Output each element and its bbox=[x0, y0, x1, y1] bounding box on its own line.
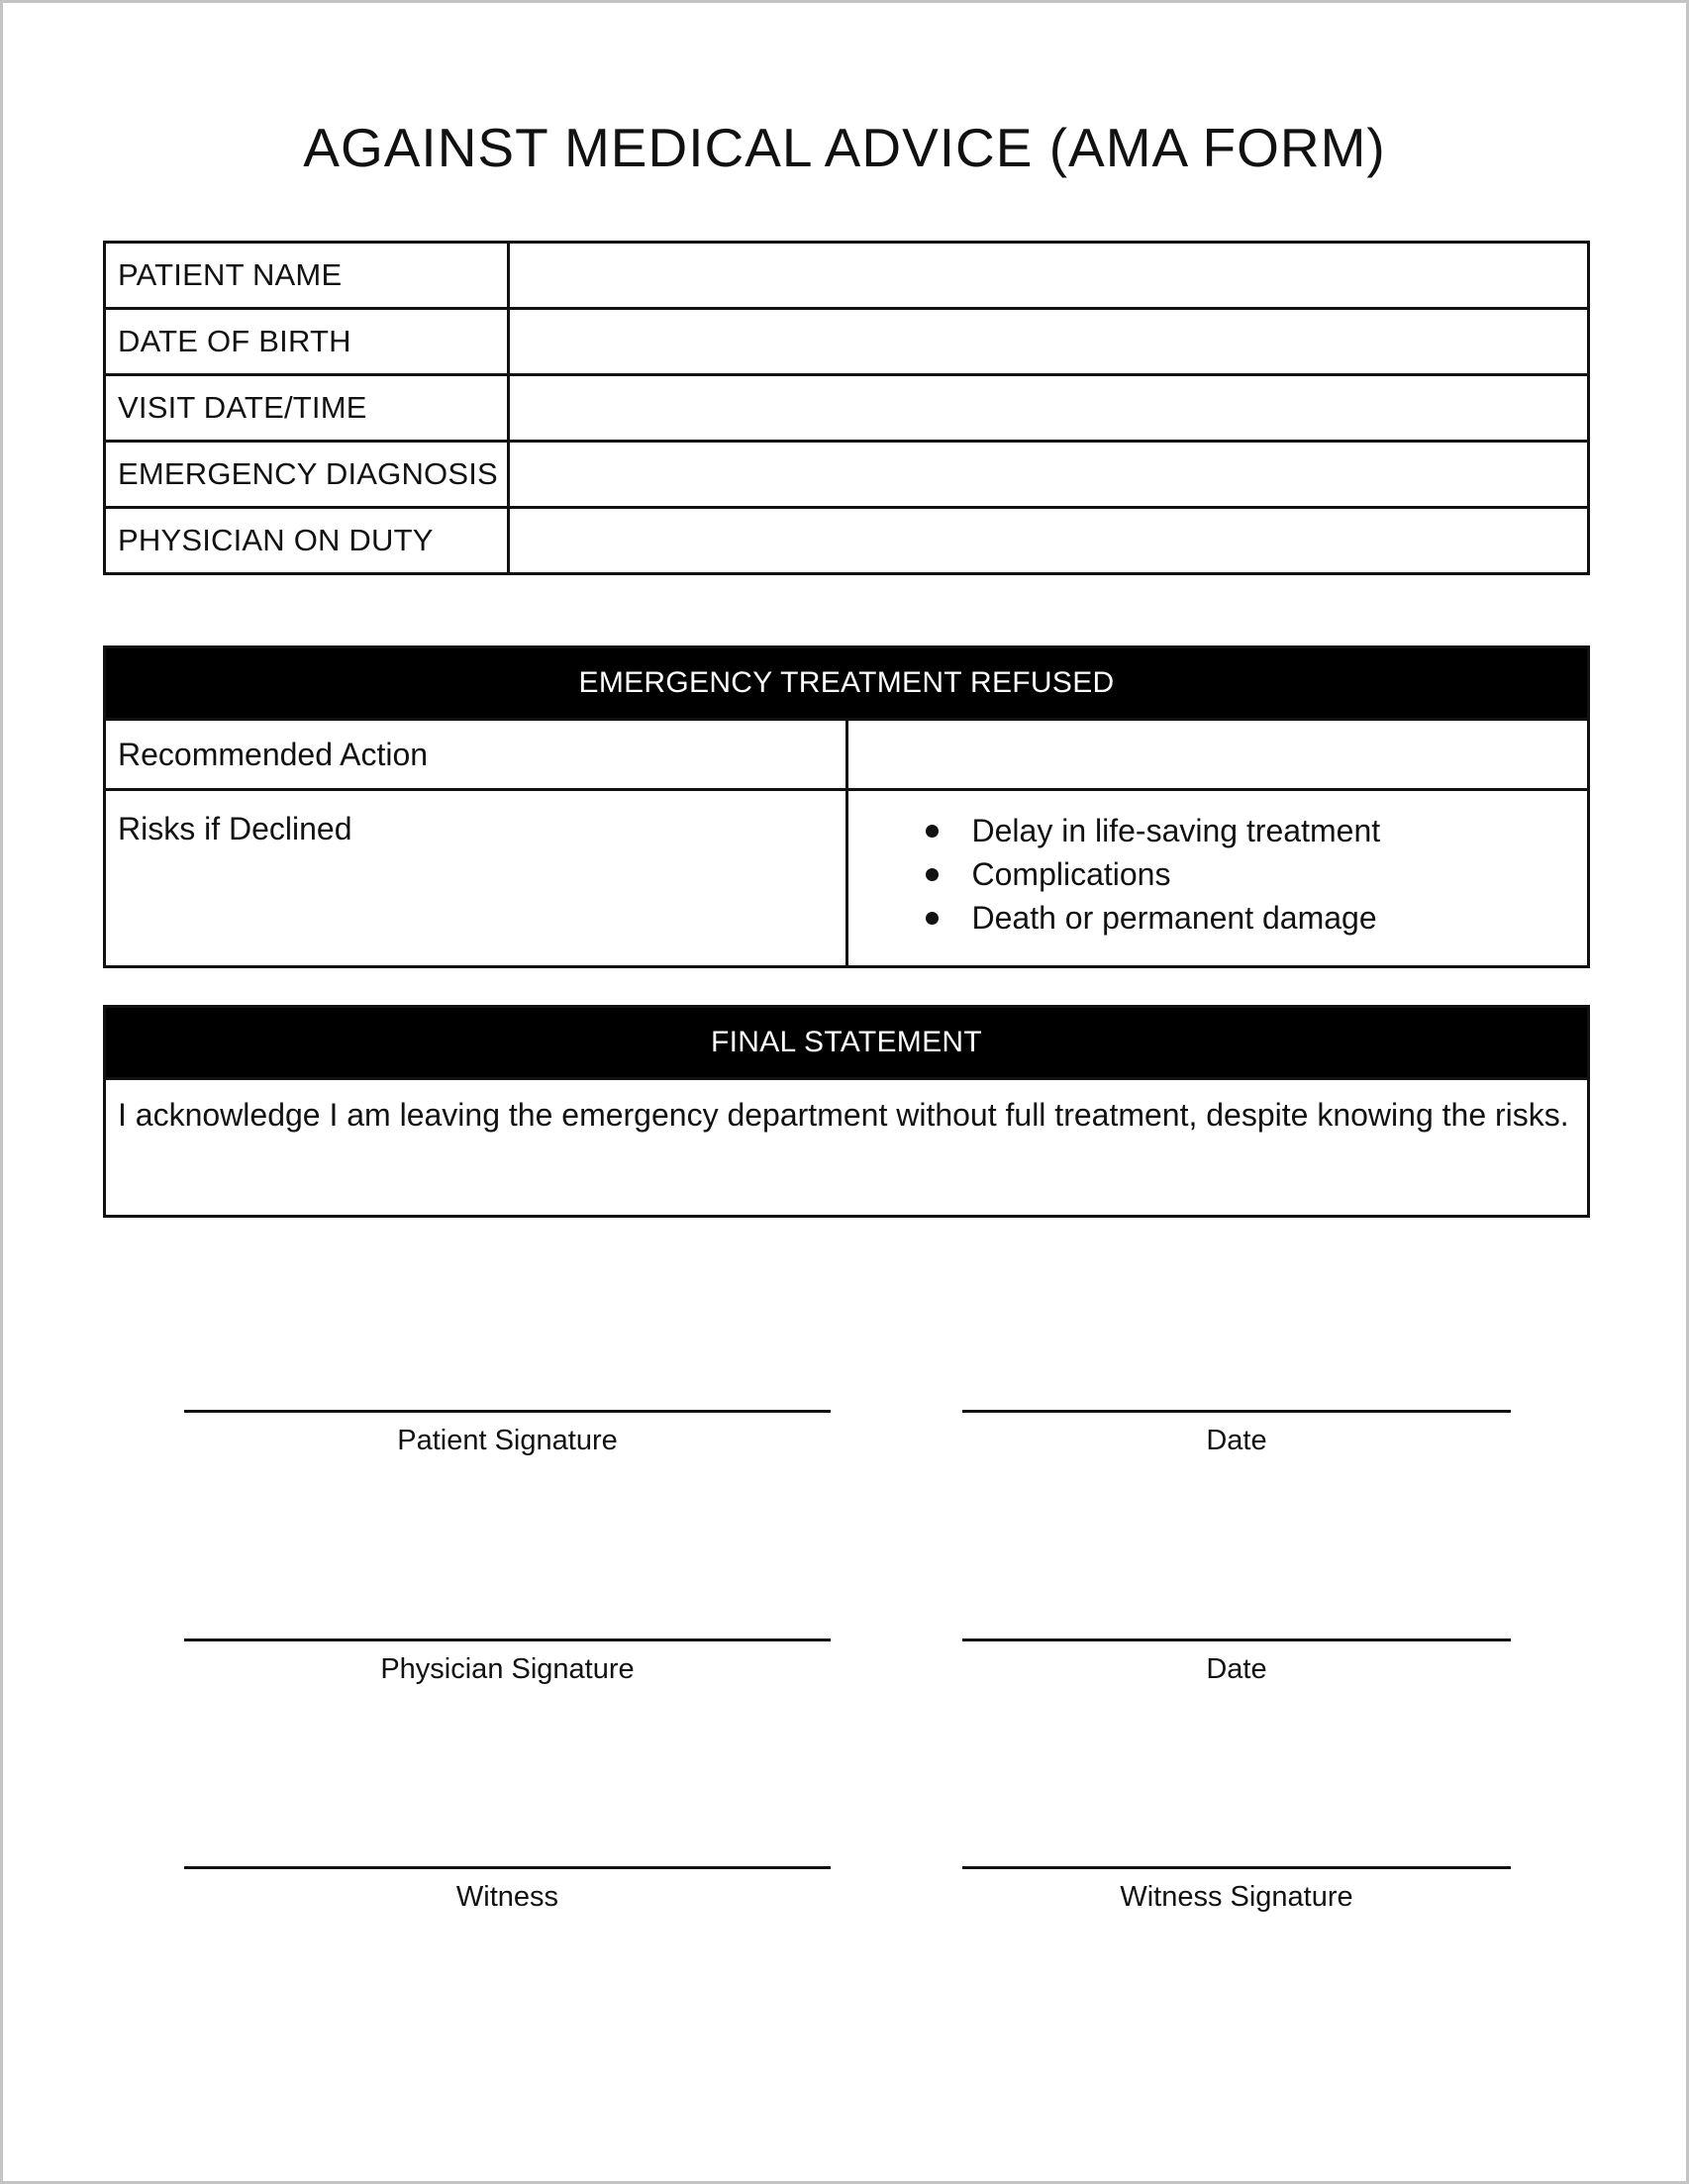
recommended-action-cell bbox=[846, 720, 1589, 790]
date-of-birth-label: DATE OF BIRTH bbox=[105, 309, 509, 375]
visit-datetime-input[interactable] bbox=[510, 376, 1587, 440]
risk-text: Death or permanent damage bbox=[971, 900, 1377, 936]
witness-signature-label: Witness Signature bbox=[1120, 1881, 1353, 1913]
patient-signature-line[interactable] bbox=[184, 1410, 831, 1458]
risks-label: Risks if Declined bbox=[105, 790, 847, 967]
physician-on-duty-label: PHYSICIAN ON DUTY bbox=[105, 508, 509, 574]
physician-signature-line[interactable] bbox=[184, 1638, 831, 1687]
risks-cell bbox=[846, 790, 1589, 967]
patient-info-table bbox=[103, 241, 1590, 575]
risk-text: Complications bbox=[971, 856, 1171, 892]
risk-item bbox=[860, 809, 1588, 852]
recommended-action-row bbox=[105, 720, 1589, 790]
recommended-action-label: Recommended Action bbox=[105, 720, 847, 790]
visit-datetime-row bbox=[105, 375, 1589, 442]
risks-row bbox=[105, 790, 1589, 967]
date-of-birth-cell bbox=[509, 309, 1589, 375]
final-statement-table bbox=[103, 1005, 1590, 1218]
bullet-icon bbox=[926, 825, 939, 838]
date-of-birth-row bbox=[105, 309, 1589, 375]
emergency-diagnosis-row bbox=[105, 442, 1589, 508]
recommended-action-input[interactable] bbox=[848, 721, 1588, 788]
physician-signature-label: Physician Signature bbox=[380, 1653, 635, 1685]
patient-signature-label: Patient Signature bbox=[397, 1425, 618, 1456]
final-statement-row bbox=[105, 1079, 1589, 1217]
witness-label: Witness bbox=[455, 1881, 559, 1913]
treatment-refused-header-row bbox=[105, 647, 1589, 720]
patient-name-row bbox=[105, 243, 1589, 309]
treatment-refused-header: EMERGENCY TREATMENT REFUSED bbox=[105, 647, 1589, 720]
witness-signature-line[interactable] bbox=[962, 1866, 1511, 1915]
risks-list bbox=[860, 791, 1588, 940]
patient-name-input[interactable] bbox=[510, 244, 1587, 307]
patient-date-line[interactable] bbox=[962, 1410, 1511, 1458]
final-statement-text: I acknowledge I am leaving the emergency department without full treatment, despite knowing the risks. bbox=[105, 1079, 1589, 1217]
date-of-birth-input[interactable] bbox=[510, 310, 1587, 373]
visit-datetime-cell bbox=[509, 375, 1589, 442]
emergency-diagnosis-cell bbox=[509, 442, 1589, 508]
patient-name-cell bbox=[509, 243, 1589, 309]
physician-on-duty-cell bbox=[509, 508, 1589, 574]
risk-item bbox=[860, 896, 1588, 940]
final-statement-header-row bbox=[105, 1007, 1589, 1079]
risk-item bbox=[860, 852, 1588, 896]
risk-text: Delay in life-saving treatment bbox=[971, 813, 1381, 848]
physician-date-line[interactable] bbox=[962, 1638, 1511, 1687]
visit-datetime-label: VISIT DATE/TIME bbox=[105, 375, 509, 442]
final-statement-header: FINAL STATEMENT bbox=[105, 1007, 1589, 1079]
page-title: AGAINST MEDICAL ADVICE (AMA FORM) bbox=[303, 117, 1386, 178]
treatment-refused-table bbox=[103, 645, 1590, 968]
patient-date-label: Date bbox=[1206, 1425, 1267, 1456]
bullet-icon bbox=[926, 912, 939, 925]
patient-name-label: PATIENT NAME bbox=[105, 243, 509, 309]
emergency-diagnosis-label: EMERGENCY DIAGNOSIS bbox=[105, 442, 509, 508]
emergency-diagnosis-input[interactable] bbox=[510, 443, 1587, 506]
physician-on-duty-input[interactable] bbox=[510, 509, 1587, 572]
physician-on-duty-row bbox=[105, 508, 1589, 574]
bullet-icon bbox=[926, 868, 939, 881]
witness-line[interactable] bbox=[184, 1866, 831, 1915]
physician-date-label: Date bbox=[1206, 1653, 1267, 1685]
